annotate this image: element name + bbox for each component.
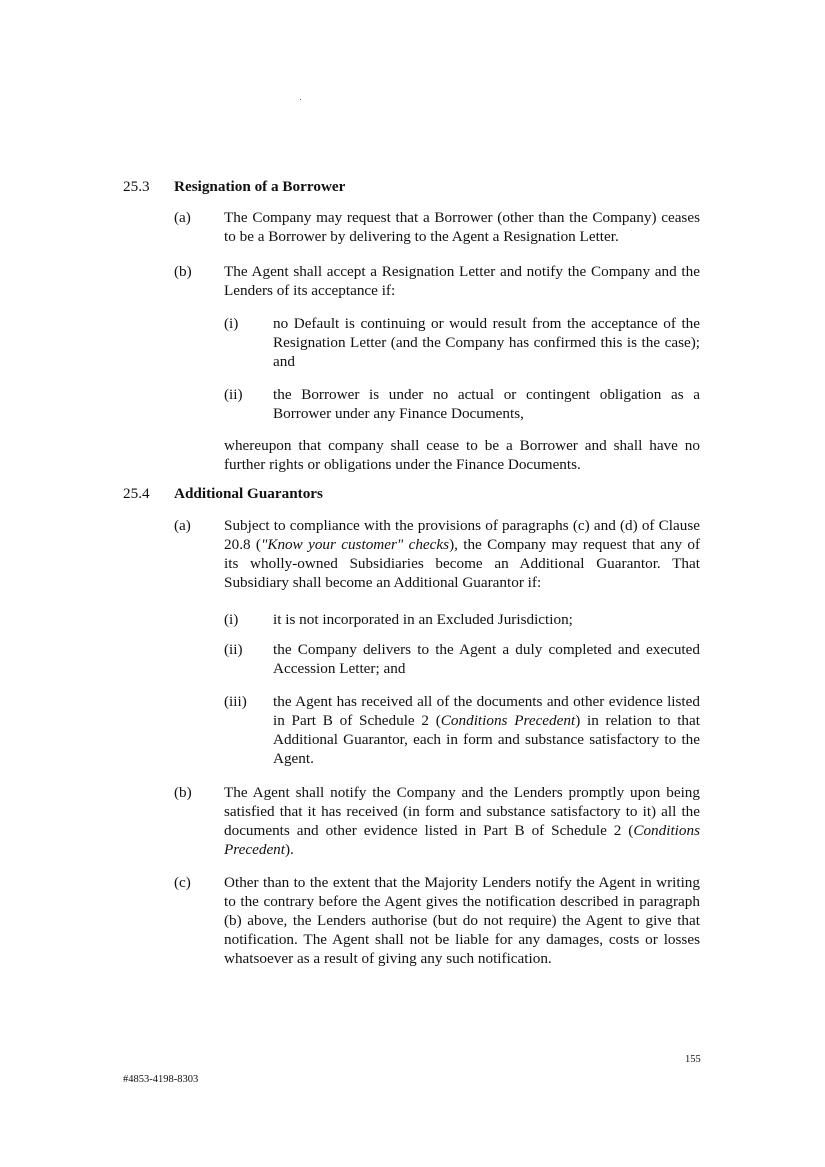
paragraph-tail-text: whereupon that company shall cease to be a Borrower and shall have no further rights or obligations under the Finance Documents. — [224, 437, 700, 473]
subparagraph-label: (ii) — [224, 386, 243, 403]
paragraph-label: (c) — [174, 874, 191, 891]
paragraph-text: The Company may request that a Borrower (other than the Company) ceases to be a Borrower by delivering to the Agent a Resignation Letter. — [224, 209, 700, 245]
text-run: Subject to compliance with the provisions of paragraphs (c) and (d) of Clause 20.8 ( — [224, 517, 700, 553]
section-title: Additional Guarantors — [174, 485, 323, 502]
italic-run: Conditions Precedent — [440, 712, 576, 729]
section-number: 25.4 — [123, 485, 150, 502]
paragraph-label: (b) — [174, 784, 192, 801]
section-number: 25.3 — [123, 178, 150, 195]
document-reference: #4853-4198-8303 — [123, 1074, 199, 1085]
subparagraph-text — [273, 692, 700, 768]
subparagraph-text: it is not incorporated in an Excluded Jurisdiction; — [273, 611, 573, 628]
paragraph-text — [224, 516, 700, 592]
subparagraph-label: (ii) — [224, 641, 243, 658]
stray-mark — [300, 99, 301, 100]
text-run: the Agent has received all of the documents and other evidence listed in Part B of Schedule 2 ( — [273, 693, 700, 729]
paragraph-text: The Agent shall accept a Resignation Letter and notify the Company and the Lenders of its acceptance if: — [224, 263, 700, 299]
text-run: ), the Company may request that any of its wholly-owned Subsidiaries become an Additional Guarantor. That Subsidiary shall become an Additional Guarantor if: — [224, 536, 701, 591]
italic-run: Conditions Precedent — [224, 822, 700, 858]
subparagraph-text: the Borrower is under no actual or contingent obligation as a Borrower under any Finance Documents, — [273, 386, 700, 422]
text-run: ). — [285, 841, 294, 858]
text-run: ) in relation to that Additional Guarantor, each in form and substance satisfactory to the Agent. — [273, 712, 700, 767]
subparagraph-text: the Company delivers to the Agent a duly completed and executed Accession Letter; and — [273, 641, 700, 677]
paragraph-label: (a) — [174, 209, 191, 226]
paragraph-label: (a) — [174, 517, 191, 534]
subparagraph-label: (iii) — [224, 693, 247, 710]
page-number: 155 — [685, 1054, 701, 1065]
paragraph-text — [224, 783, 700, 859]
paragraph-text: Other than to the extent that the Majority Lenders notify the Agent in writing to the contrary before the Agent gives the notification described in paragraph (b) above, the Lenders authorise (but do not require) the Agent to give that notification. The Agent shall not be liable for any damages, costs or losses whatsoever as a result of giving any such notification. — [224, 874, 700, 967]
subparagraph-text: no Default is continuing or would result from the acceptance of the Resignation Letter (and the Company has confirmed this is the case); and — [273, 315, 700, 370]
subparagraph-label: (i) — [224, 315, 239, 332]
subparagraph-label: (i) — [224, 611, 239, 628]
text-run: The Agent shall notify the Company and the Lenders promptly upon being satisfied that it has received (in form and substance satisfactory to it) all the documents and other evidence listed in Part B of Schedule 2 ( — [224, 784, 700, 839]
italic-run: "Know your customer" checks — [260, 536, 450, 553]
paragraph-label: (b) — [174, 263, 192, 280]
section-title: Resignation of a Borrower — [174, 178, 346, 195]
